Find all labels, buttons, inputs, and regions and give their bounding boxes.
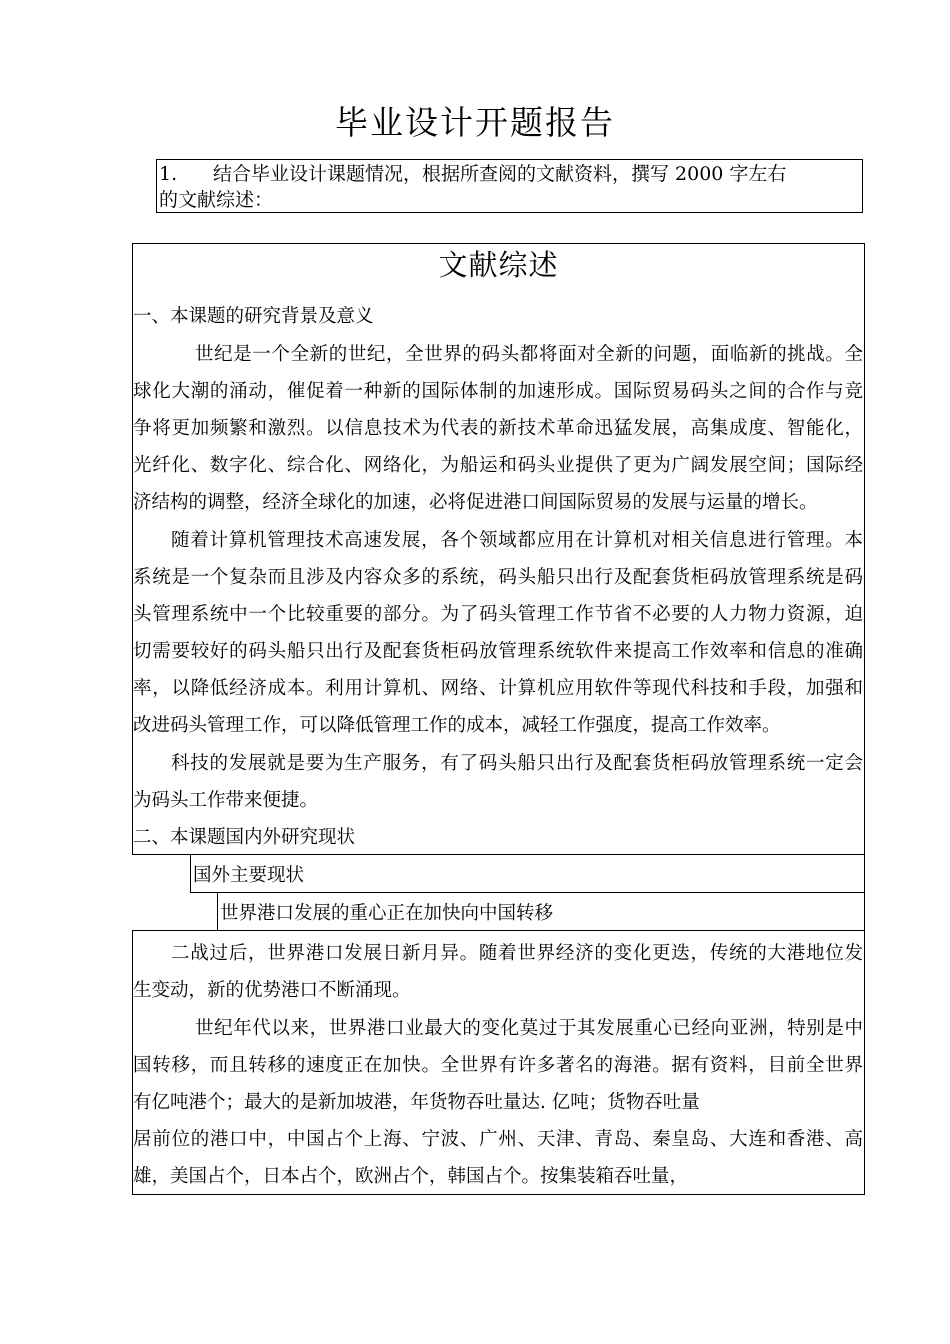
- review-title: 文献综述: [438, 248, 559, 282]
- prompt-text-1: 结合毕业设计课题情况，根据所查阅的文献资料，撰写 2000 字左右: [213, 163, 787, 185]
- sub-heading-foreign: 国外主要现状: [193, 865, 305, 886]
- paragraph-line: 世纪是一个全新的世纪，全世界的码头都将面对全新的问题，面临新的挑战。全: [195, 344, 863, 365]
- paragraph-line: 济结构的调整，经济全球化的加速，必将促进港口间国际贸易的发展与运量的增长。: [133, 492, 818, 513]
- paragraph-line: 居前位的港口中，中国占个上海、宁波、广州、天津、青岛、秦皇岛、大连和香港、高: [133, 1129, 863, 1150]
- paragraph-line: 有亿吨港个；最大的是新加坡港，年货物吞吐量达. 亿吨；货物吞吐量: [133, 1092, 700, 1113]
- paragraph-line: 球化大潮的涌动，催促着一种新的国际体制的加速形成。国际贸易码头之间的合作与竞: [133, 381, 863, 402]
- paragraph-line: 生变动，新的优势港口不断涌现。: [133, 980, 411, 1001]
- paragraph-line: 二战过后，世界港口发展日新月异。随着世界经济的变化更迭，传统的大港地位发: [171, 943, 863, 964]
- paragraph-line: 争将更加频繁和激烈。以信息技术为代表的新技术革命迅猛发展，高集成度、智能化，: [133, 418, 863, 439]
- paragraph-line: 世纪年代以来，世界港口业最大的变化莫过于其发展重心已经向亚洲，特别是中: [195, 1018, 863, 1039]
- section-heading-background: 一、本课题的研究背景及意义: [133, 306, 374, 327]
- prompt-line-1: [159, 161, 860, 187]
- sub-heading-shift: 世界港口发展的重心正在加快向中国转移: [220, 903, 554, 924]
- paragraph-line: 头管理系统中一个比较重要的部分。为了码头管理工作节省不必要的人力物力资源，迫: [133, 604, 863, 625]
- prompt-box: [156, 159, 863, 213]
- paragraph-line: 国转移，而且转移的速度正在加快。全世界有许多著名的海港。据有资料，目前全世界: [133, 1055, 863, 1076]
- page-title: 毕业设计开题报告: [335, 103, 615, 142]
- paragraph-line: 随着计算机管理技术高速发展，各个领域都应用在计算机对相关信息进行管理。本: [171, 530, 863, 551]
- paragraph-line: 率，以降低经济成本。利用计算机、网络、计算机应用软件等现代科技和手段，加强和: [133, 678, 863, 699]
- paragraph-line: 光纤化、数字化、综合化、网络化，为船运和码头业提供了更为广阔发展空间；国际经: [133, 455, 863, 476]
- paragraph-line: 改进码头管理工作，可以降低管理工作的成本，减轻工作强度，提高工作效率。: [133, 715, 781, 736]
- paragraph-line: 系统是一个复杂而且涉及内容众多的系统，码头船只出行及配套货柜码放管理系统是码: [133, 567, 863, 588]
- paragraph-line: 切需要较好的码头船只出行及配套货柜码放管理系统软件来提高工作效率和信息的准确: [133, 641, 863, 662]
- paragraph-line: 科技的发展就是要为生产服务，有了码头船只出行及配套货柜码放管理系统一定会: [171, 753, 863, 774]
- prompt-number: 1.: [159, 163, 178, 185]
- prompt-line-2: 的文献综述：: [159, 189, 274, 211]
- paragraph-line: 雄，美国占个，日本占个，欧洲占个，韩国占个。按集装箱吞吐量，: [133, 1166, 689, 1187]
- section-heading-status: 二、本课题国内外研究现状: [133, 827, 356, 848]
- paragraph-line: 为码头工作带来便捷。: [133, 790, 319, 811]
